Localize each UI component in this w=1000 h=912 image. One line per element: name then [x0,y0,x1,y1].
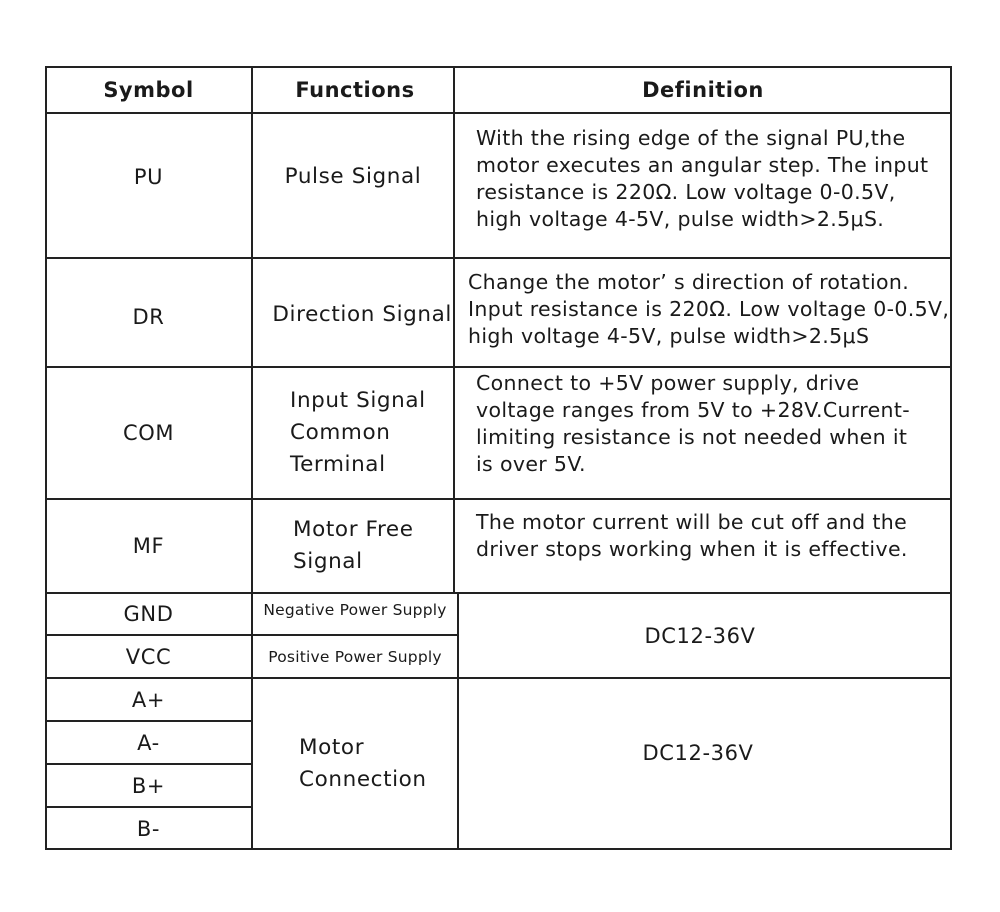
definition-text [468,269,949,350]
function-line: Signal [293,549,363,574]
definition-line: Change the motor’ s direction of rotation. [468,270,910,294]
function-line: Connection [299,767,427,792]
definition-line: limiting resistance is not needed when it [476,425,908,449]
symbol-com: COM [122,421,175,445]
symbol-mf: MF [132,534,165,558]
definition-line: high voltage 4-5V, pulse width>2.5μS [468,324,870,348]
definition-line: resistance is 220Ω. Low voltage 0-0.5V, [476,179,896,204]
definition-text [476,370,910,478]
function-pulse-signal [252,113,454,258]
function-text [290,385,426,481]
function-positive-power-supply: Positive Power Supply [268,647,442,666]
function-motor-connection [252,678,458,850]
function-text [299,732,427,796]
function-line: Terminal [290,452,386,477]
definition-line: high voltage 4-5V, pulse width>2.5μS. [476,206,885,231]
function-line: Common [290,420,391,445]
symbol-b-plus: B+ [131,773,166,798]
function-input-signal-common-terminal [252,367,454,499]
header-definition: Definition [642,77,764,102]
symbol-a-plus: A+ [131,687,166,712]
definition-motor-voltage: DC12-36V [642,741,754,765]
definition-pu [454,113,952,258]
definition-line: Connect to +5V power supply, drive [476,371,860,395]
header-functions: Functions [295,77,415,102]
definition-line: motor executes an angular step. The input [476,152,929,177]
definition-mf [454,499,952,593]
symbol-vcc: VCC [125,644,172,669]
function-line: Motor Free [293,517,414,542]
definition-text [476,125,928,233]
symbol-gnd: GND [123,602,174,626]
definition-line: Input resistance is 220Ω. Low voltage 0-0.5V, [468,297,950,321]
definition-line: voltage ranges from 5V to +28V.Current- [476,398,911,422]
function-line: Motor [299,735,365,760]
function-text [293,514,414,578]
definition-power-voltage: DC12-36V [644,623,756,648]
function-motor-free-signal [252,499,454,593]
symbol-pu: PU [133,164,164,189]
definition-text [476,509,908,563]
function-line: Pulse Signal [284,163,422,189]
function-negative-power-supply: Negative Power Supply [263,601,447,619]
definition-com [454,367,952,499]
definition-line: is over 5V. [476,452,586,476]
definition-dr [454,258,952,367]
definition-line: driver stops working when it is effective. [476,537,908,561]
definition-line: The motor current will be cut off and the [476,510,908,534]
pin-definition-table [45,66,952,850]
function-line: Direction Signal [272,301,452,327]
function-line: Input Signal [290,388,426,413]
symbol-b-minus: B- [136,816,161,841]
symbol-a-minus: A- [137,730,160,755]
symbol-dr: DR [132,304,165,329]
header-symbol: Symbol [103,77,194,102]
function-direction-signal [252,258,454,367]
definition-line: With the rising edge of the signal PU,the [476,125,906,150]
